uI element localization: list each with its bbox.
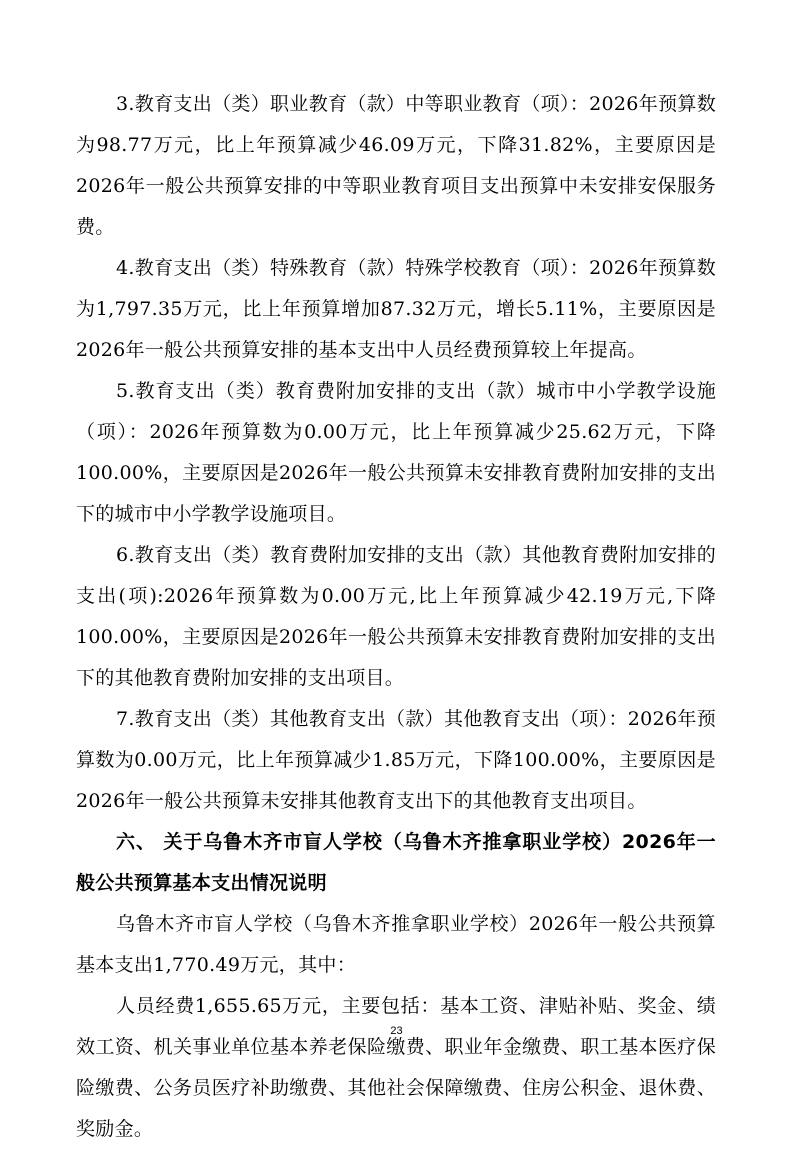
personnel-expense-paragraph: 人员经费1,655.65万元，主要包括：基本工资、津贴补贴、奖金、绩效工资、机关事业单位基本养老保险缴费、职业年金缴费、职工基本医疗保险缴费、公务员医疗补助缴费、其他社会保障缴费、住房公积金、退休费、奖励金。 [76, 995, 716, 1140]
section-heading: 六、 关于乌鲁木齐市盲人学校（乌鲁木齐推拿职业学校）2026年一般公共预算基本支出情况说明 [76, 831, 716, 894]
basic-expense-summary: 乌鲁木齐市盲人学校（乌鲁木齐推拿职业学校）2026年一般公共预算基本支出1,770.49万元，其中： [76, 913, 716, 976]
paragraph-item-5: 5.教育支出（类）教育费附加安排的支出（款）城市中小学教学设施（项）：2026年预算数为0.00万元，比上年预算减少25.62万元，下降100.00%，主要原因是2026年一般公共预算未安排教育费附加安排的支出下的城市中小学教学设施项目。 [76, 380, 716, 525]
paragraph-item-3: 3.教育支出（类）职业教育（款）中等职业教育（项）：2026年预算数为98.77万元，比上年预算减少46.09万元，下降31.82%，主要原因是2026年一般公共预算安排的中等职业教育项目支出预算中未安排安保服务费。 [76, 93, 716, 238]
paragraph-item-4: 4.教育支出（类）特殊教育（款）特殊学校教育（项）：2026年预算数为1,797.35万元，比上年预算增加87.32万元，增长5.11%，主要原因是2026年一般公共预算安排的基本支出中人员经费预算较上年提高。 [76, 257, 716, 361]
document-body [76, 84, 716, 1150]
paragraph-item-7: 7.教育支出（类）其他教育支出（款）其他教育支出（项）：2026年预算数为0.00万元，比上年预算减少1.85万元，下降100.00%，主要原因是2026年一般公共预算未安排其他教育支出下的其他教育支出项目。 [76, 708, 716, 812]
page-number: 23 [390, 1025, 403, 1037]
paragraph-item-6: 6.教育支出（类）教育费附加安排的支出（款）其他教育费附加安排的支出(项):2026年预算数为0.00万元,比上年预算减少42.19万元,下降100.00%，主要原因是2026年一般公共预算未安排教育费附加安排的支出下的其他教育费附加安排的支出项目。 [76, 544, 716, 689]
